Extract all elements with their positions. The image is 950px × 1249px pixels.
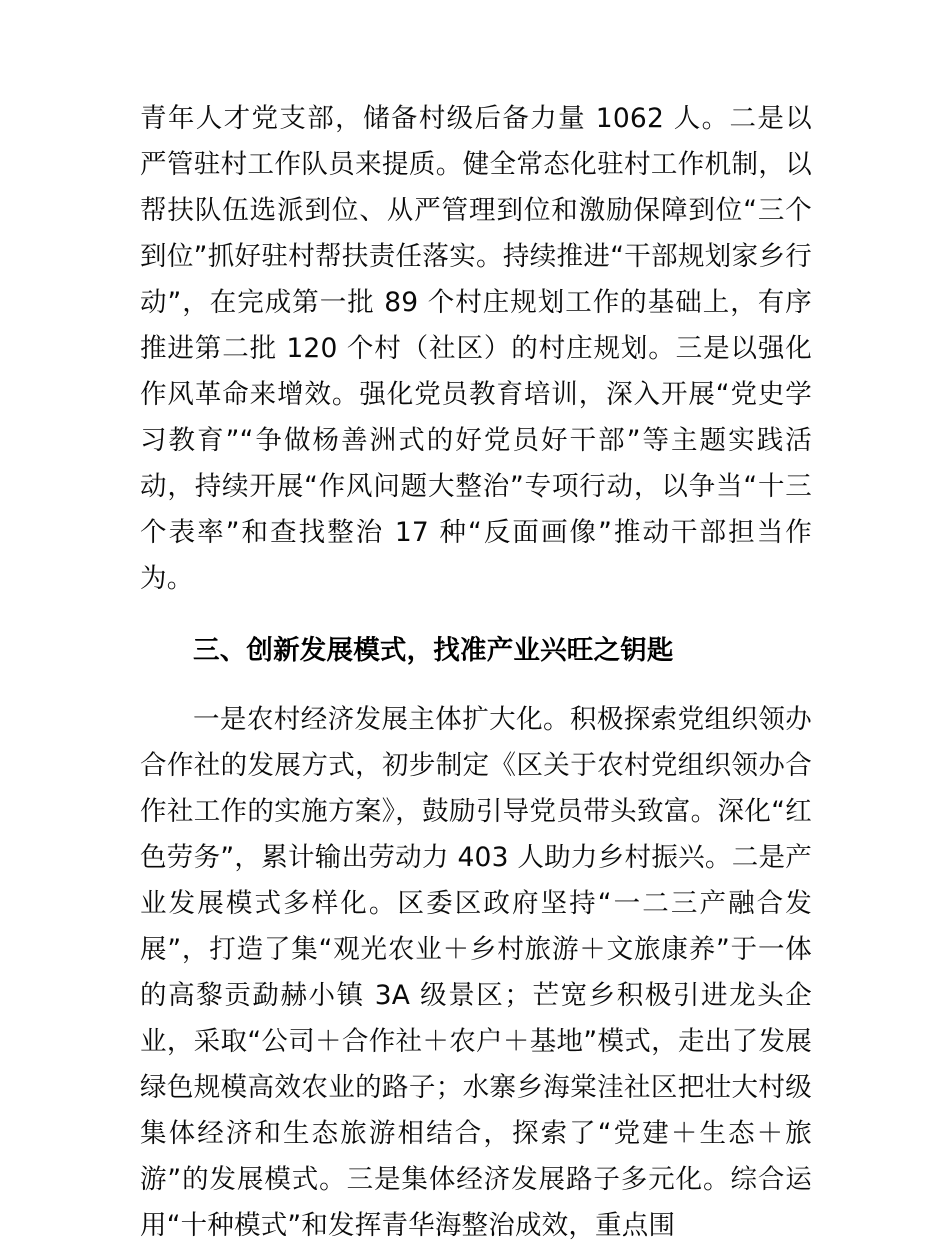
- paragraph-continued-from-previous-page: 青年人才党支部，储备村级后备力量 1062 人。二是以严管驻村工作队员来提质。健全常态化驻村工作机制，以帮扶队伍选派到位、从严管理到位和激励保障到位“三个到位”抓好驻村帮扶责任落实。持续推进“干部规划家乡行动”，在完成第一批 89 个村庄规划工作的基础上，有序推进第二批 120 个村（社区）的村庄规划。三是以强化作风革命来增效。强化党员教育培训，深入开展“党史学习教育”“争做杨善洲式的好党员好干部”等主题实践活动，持续开展“作风问题大整治”专项行动，以争当“十三个表率”和查找整治 17 种“反面画像”推动干部担当作为。: [140, 103, 812, 594]
- paragraph-section-three-body: 一是农村经济发展主体扩大化。积极探索党组织领办合作社的发展方式，初步制定《区关于农村党组织领办合作社工作的实施方案》，鼓励引导党员带头致富。深化“红色劳务”，累计输出劳动力 403 人助力乡村振兴。二是产业发展模式多样化。区委区政府坚持“一二三产融合发展”，打造了集“观光农业＋乡村旅游＋文旅康养”于一体的高黎贡勐赫小镇 3A 级景区；芒宽乡积极引进龙头企业，采取“公司＋合作社＋农户＋基地”模式，走出了发展绿色规模高效农业的路子；水寨乡海棠洼社区把壮大村级集体经济和生态旅游相结合，探索了“党建＋生态＋旅游”的发展模式。三是集体经济发展路子多元化。综合运用“十种模式”和发挥青华海整治成效，重点围: [140, 704, 812, 1241]
- document-text-column: [140, 96, 812, 1249]
- section-heading-three: 三、创新发展模式，找准产业兴旺之钥匙: [193, 635, 674, 666]
